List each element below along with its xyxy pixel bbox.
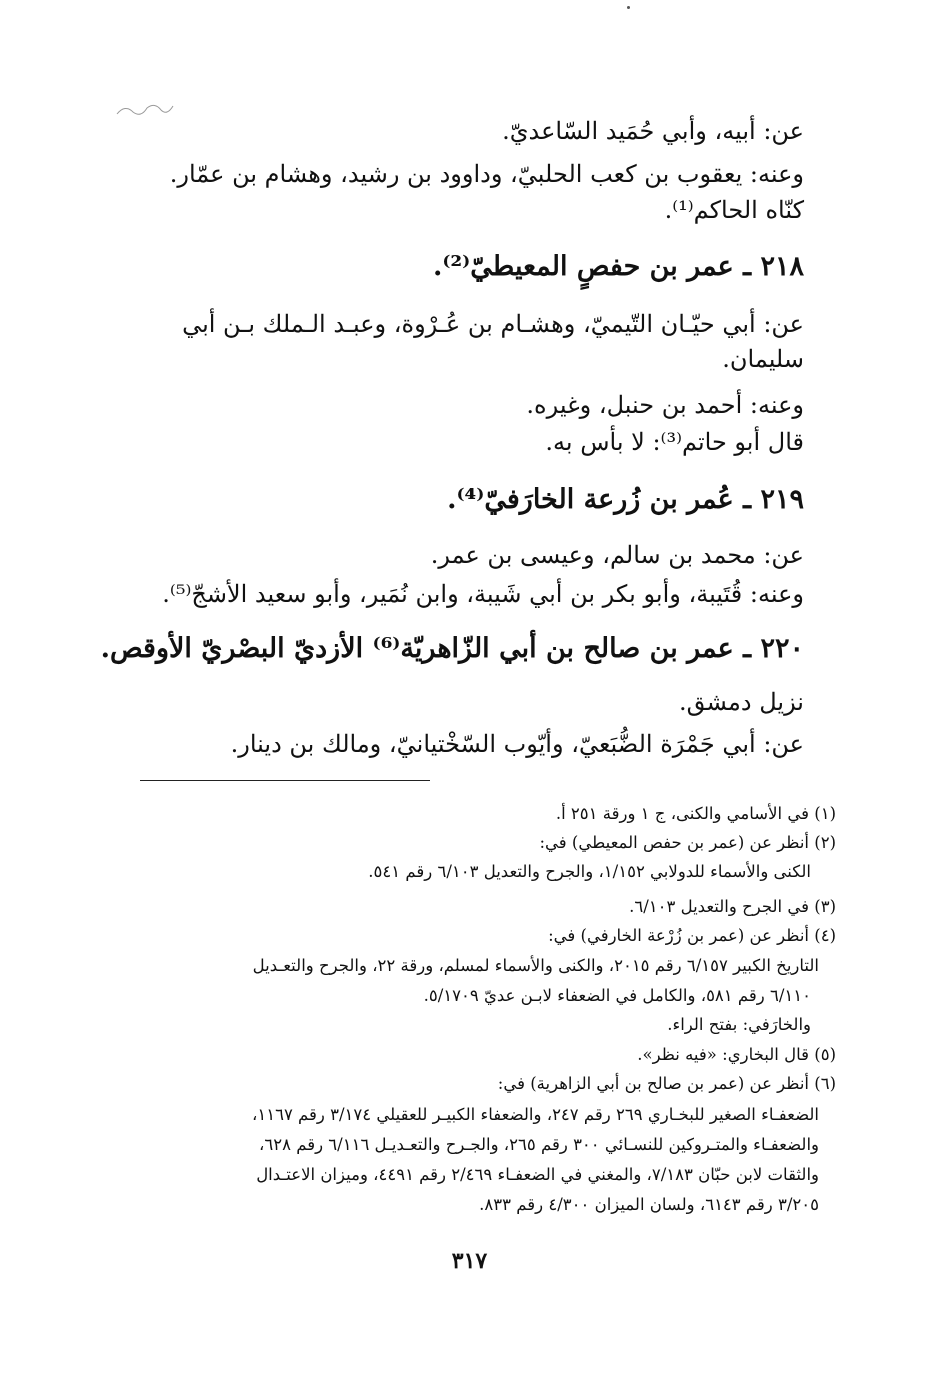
text-line: وعنه: يعقوب بن كعب الحلبيّ، وداوود بن رشيد، وهشام بن عمّار. [169,160,804,188]
footnote-continuation: الضعفـاء الصغير للبخـاري ٢٦٩ رقم ٢٤٧، والضعفاء الكبيـر للعقيلي ٣/١٧٤ رقم ١١٦٧، [252,1105,819,1124]
footnote-continuation: ٣/٢٠٥ رقم ٦١٤٣، ولسان الميزان ٤/٣٠٠ رقم ٨٣٣. [479,1195,819,1214]
text-line: وعنه: قُتَيبة، وأبو بكر بن أبي شَيبة، وابن نُمَير، وأبو سعيد الأشجّ⁽⁵⁾. [162,580,804,608]
footnote-continuation: ٦/١١٠ رقم ٥٨١، والكامل في الضعفاء لابـن عديّ ٥/١٧٠٩. [423,986,811,1005]
footnote: (١) في الأسامي والكنى، ج ١ ورقة ٢٥١ أ. [555,804,836,823]
footnote-separator [140,780,430,781]
footnote-continuation: التاريخ الكبير ٦/١٥٧ رقم ٢٠١٥، والكنى والأسماء لمسلم، ورقة ٢٢، والجرح والتعـديل [252,956,819,975]
footnote: (٦) أنظر عن (عمر بن صالح بن أبي الزاهرية) في: [497,1074,836,1093]
text-line: قال أبو حاتم⁽³⁾: لا بأس به. [545,428,804,456]
text-line: سليمان. [722,345,804,373]
text-line: وعنه: أحمد بن حنبل، وغيره. [526,391,804,419]
footnote: (٤) أنظر عن (عمر بن زُرْعة الخارفي) في: [548,926,836,945]
footnote-continuation: والثقات لابن حبّان ٧/١٨٣، والمغني في الضعفـاء ٢/٤٦٩ رقم ٤٤٩١، وميزان الاعتـدال [256,1165,819,1184]
footnote-continuation: والضعفـاء والمتـروكين للنسـائي ٣٠٠ رقم ٢٦٥، والجـرح والتعـديـل ٦/١١٦ رقم ٦٢٨، [259,1135,819,1154]
entry-heading-219: ٢١٩ ـ عُمر بن زُرعة الخارَفيّ⁽⁴⁾. [447,484,804,515]
ink-dot [627,6,630,9]
text-line: نزيل دمشق. [678,688,804,716]
text-line: عن: محمد بن سالم، وعيسى بن عمر. [430,541,804,569]
entry-heading-220: ٢٢٠ ـ عمر بن صالح بن أبي الزّاهريّة⁽⁶⁾ الأزديّ البصْريّ الأوقص. [100,633,804,664]
footnote-continuation: والخارَفي: بفتح الراء. [667,1015,811,1034]
footnote: (٥) قال البخاري: «فيه نظر». [637,1045,836,1064]
footnote: (٢) أنظر عن (عمر بن حفص المعيطي) في: [539,833,836,852]
entry-heading-218: ٢١٨ ـ عمر بن حفصٍ المعيطيّ⁽²⁾. [432,251,804,282]
text-line: عن: أبيه، وأبي حُمَيد السّاعديّ. [502,117,804,145]
footnote-continuation: الكنى والأسماء للدولابي ١/١٥٢، والجرح والتعديل ٦/١٠٣ رقم ٥٤١. [368,862,811,881]
text-line: عن: أبي جَمْرَة الضُّبَعيّ، وأيّوب السّخْتيانيّ، ومالك بن دينار. [230,730,804,758]
text-line: عن: أبي حيّـان التّيميّ، وهشـام بن عُـرْوة، وعبـد الـملك بـن أبي [182,310,804,338]
text-line: كنّاه الحاكم⁽¹⁾. [664,196,804,224]
footnote: (٣) في الجرح والتعديل ٦/١٠٣. [629,897,836,916]
page-number: ٣١٧ [451,1248,488,1274]
